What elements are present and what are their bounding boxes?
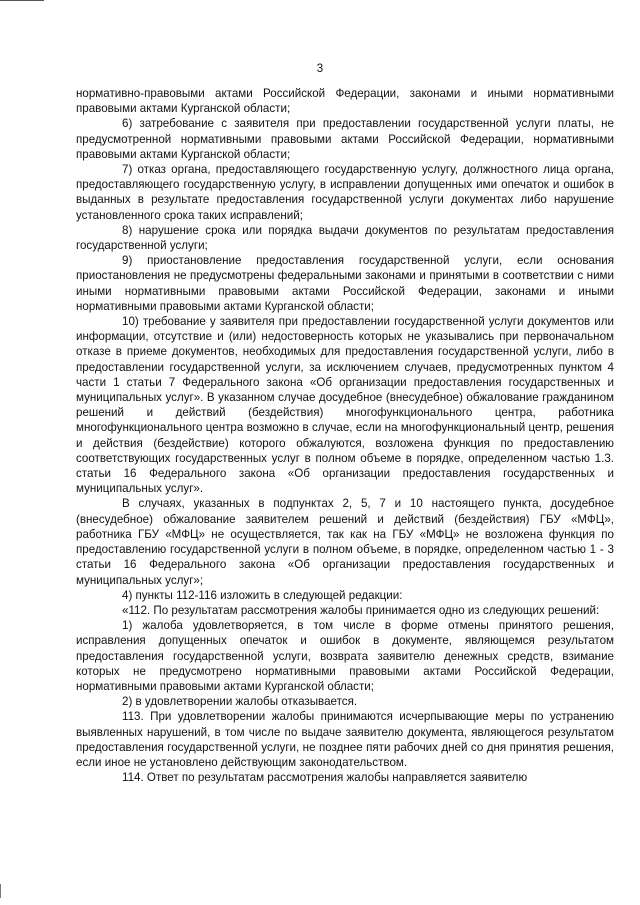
paragraph-item-9: 9) приостановление предоставления государственной услуги, если основания приостановления не предусмотрены федеральными законами и принятыми в соответствии с ними иными нормативными правовыми актами Российской Федерации, законами и иными нормативными правовыми актами Курганской области;: [76, 254, 614, 313]
paragraph-item-4-amend: 4) пункты 112-116 изложить в следующей редакции:: [122, 588, 403, 602]
paragraph-clause-113: 113. При удовлетворении жалобы принимаются исчерпывающие меры по устранению выявленных нарушений, в том числе по выдаче заявителю документа, являющегося результатом предоставления государственной услуги, не позднее пяти рабочих дней со дня принятия решения, если иное не установлено действующим законодательством.: [76, 710, 614, 769]
paragraph-item-8: 8) нарушение срока или порядка выдачи документов по результатам предоставления государственной услуги;: [76, 223, 614, 253]
paragraph-item-7: 7) отказ органа, предоставляющего государственную услугу, должностного лица органа, предоставляющего государственную услугу, в исправлении допущенных ими опечаток и ошибок в выданных в результате предоставления государственной услуги документах либо нарушение установленного срока таких исправлений;: [76, 163, 614, 222]
document-body: [76, 86, 614, 785]
paragraph-clause-112: «112. По результатам рассмотрения жалобы принимается одно из следующих решений:: [122, 603, 600, 617]
paragraph-mfc-cases: В случаях, указанных в подпунктах 2, 5, 7 и 10 настоящего пункта, досудебное (внесудебное) обжалование заявителем решений и действий (бездействия) ГБУ «МФЦ», работника ГБУ «МФЦ» не осуществляется, так как на ГБУ «МФЦ» не возложена функция по предоставлению государственной услуги в полном объеме, в порядке, определенном частью 1 - 3 статьи 16 Федерального закона «Об организации предоставления государственных и муниципальных услуг»;: [76, 497, 614, 587]
paragraph-clause-114: 114. Ответ по результатам рассмотрения жалобы направляется заявителю: [122, 771, 528, 785]
paragraph-continuation: нормативно-правовыми актами Российской Федерации, законами и иными нормативными правовыми актами Курганской области;: [76, 87, 614, 116]
paragraph-item-6: 6) затребование с заявителя при предоставлении государственной услуги платы, не предусмотренной нормативными правовыми актами Российской Федерации, нормативными правовыми актами Курганской области;: [76, 117, 614, 161]
paragraph-decision-1: 1) жалоба удовлетворяется, в том числе в форме отмены принятого решения, исправления допущенных опечаток и ошибок в документе, являющемся результатом предоставления государственной услуги, возврата заявителю денежных средств, взимание которых не предусмотрено нормативными правовыми актами Российской Федерации, нормативными правовыми актами Курганской области;: [76, 619, 614, 693]
top-edge-rule: [0, 0, 44, 1]
page-number: 3: [316, 63, 324, 75]
paragraph-decision-2: 2) в удовлетворении жалобы отказывается.: [122, 695, 358, 709]
paragraph-item-10: 10) требование у заявителя при предоставлении государственной услуги документов или информации, отсутствие и (или) недостоверность которых не указывались при первоначальном отказе в приеме документов, необходимых для предоставления государственной услуги, либо в предоставлении государственной услуги, за исключением случаев, предусмотренных пунктом 4 части 1 статьи 7 Федерального закона «Об организации предоставления государственных и муниципальных услуг». В указанном случае досудебное (внесудебное) обжалование гражданином решений и действий (бездействия) многофункционального центра, работника многофункционального центра возможно в случае, если на многофункциональный центр, решения и действия (бездействие) которого обжалуются, возложена функция по предоставлению соответствующих государственных услуг в полном объеме в порядке, определенном частью 1.3. статьи 16 Федерального закона «Об организации предоставления государственных и муниципальных услуг».: [76, 315, 614, 496]
left-edge-mark: [0, 884, 1, 898]
